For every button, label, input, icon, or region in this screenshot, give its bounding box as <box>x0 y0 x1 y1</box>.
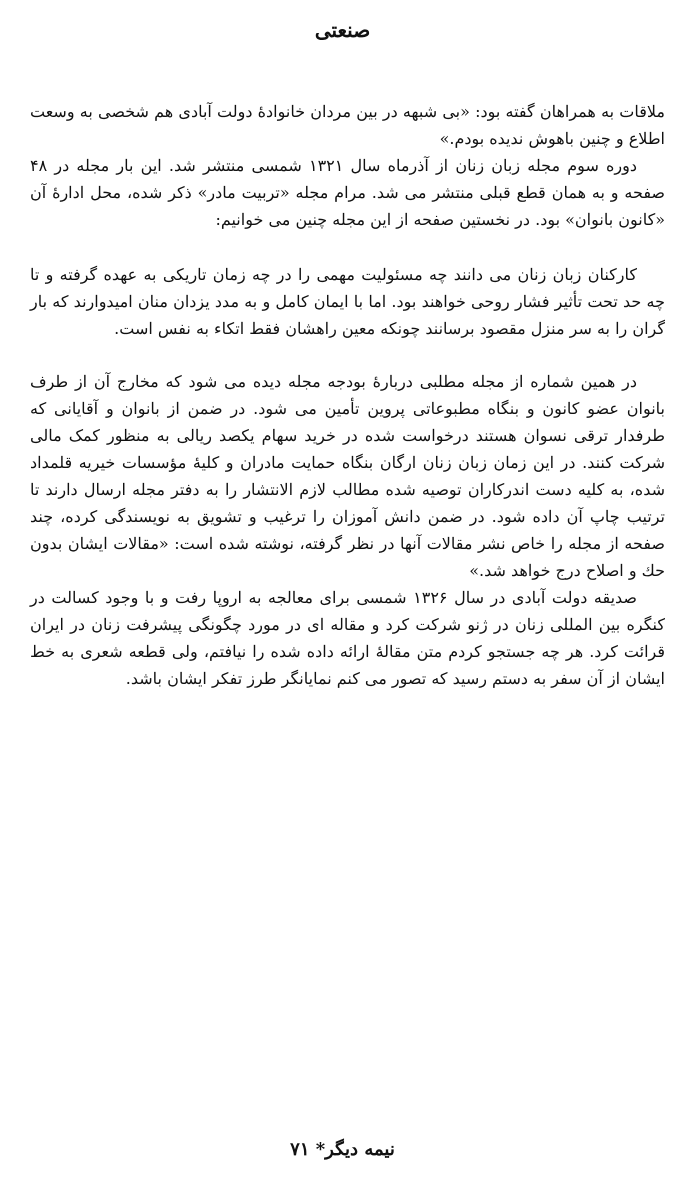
page-body <box>30 98 665 692</box>
paragraph-1: ملاقات به همراهان گفته بود: «بی شبهه در بین مردان خانوادهٔ دولت آبادی هم شخصی به وسعت اطلاع و چنین باهوش ندیده بودم.» <box>30 102 665 148</box>
quoted-paragraph: کارکنان زبان زنان می دانند چه مسئولیت مهمی را در چه زمان تاریکی به عهده گرفته و تا چه حد تحت تأثیر فشار روحی خواهند بود. اما با ایمان کامل و به مدد یزدان منان امیدوارند که بار گران را به سر منزل مقصود برسانند چونکه معین راهشان فقط اتکاء به نفس است. <box>30 265 665 338</box>
paragraph-gap <box>30 342 665 368</box>
page-header: صنعتی <box>314 18 371 42</box>
paragraph-4: صدیقه دولت آبادی در سال ۱۳۲۶ شمسی برای معالجه به اروپا رفت و با وجود کسالت در کنگره بین المللی زنان در ژنو شرکت کرد و مقاله ای در مورد چگونگی پیشرفت زنان در ایران قرائت کرد. هر چه جستجو کردم متن مقالهٔ ارائه داده شده را نیافتم، ولی قطعه شعری به خط ایشان از آن سفر به دستم رسید که تصور می کنم نمایانگر طرز تفکر ایشان باشد. <box>30 588 665 688</box>
paragraph-3: در همین شماره از مجله مطلبی دربارهٔ بودجه مجله دیده می شود که مخارج آن از طرف بانوان عضو کانون و بنگاه مطبوعاتی پروین تأمین می شود. در ضمن از بانوان و آقایانی که طرفدار ترقی نسوان هستند درخواست شده در خرید سهام یکصد ریالی به منظور کمک مالی شرکت کنند. در این زمان زبان زنان ارگان بنگاه حمایت مادران و کلیهٔ مؤسسات خیریه قلمداد شده، به کلیه دست اندرکاران توصیه شده مطالب لازم الانتشار را به دفتر مجله ارسال دارند تا ترتیب چاپ آن داده شود. در ضمن دانش آموزان را ترغیب و تشویق به نویسندگی کرده، چند صفحه از مجله را خاص نشر مقالات آنها در نظر گرفته، نوشته شده است: «مقالات ایشان بدون حك و اصلاح درج خواهد شد.» <box>30 372 665 580</box>
page-footer: نیمه دیگر* ۷۱ <box>290 1139 395 1160</box>
paragraph-2: دوره سوم مجله زبان زنان از آذرماه سال ۱۳۲۱ شمسی منتشر شد. این بار مجله در ۴۸ صفحه و به همان قطع قبلی منتشر می شد. مرام مجله «تربیت مادر» ذکر شده، محل ادارهٔ آن «کانون بانوان» بود. در نخستین صفحه از این مجله چنین می خوانیم: <box>30 156 665 229</box>
